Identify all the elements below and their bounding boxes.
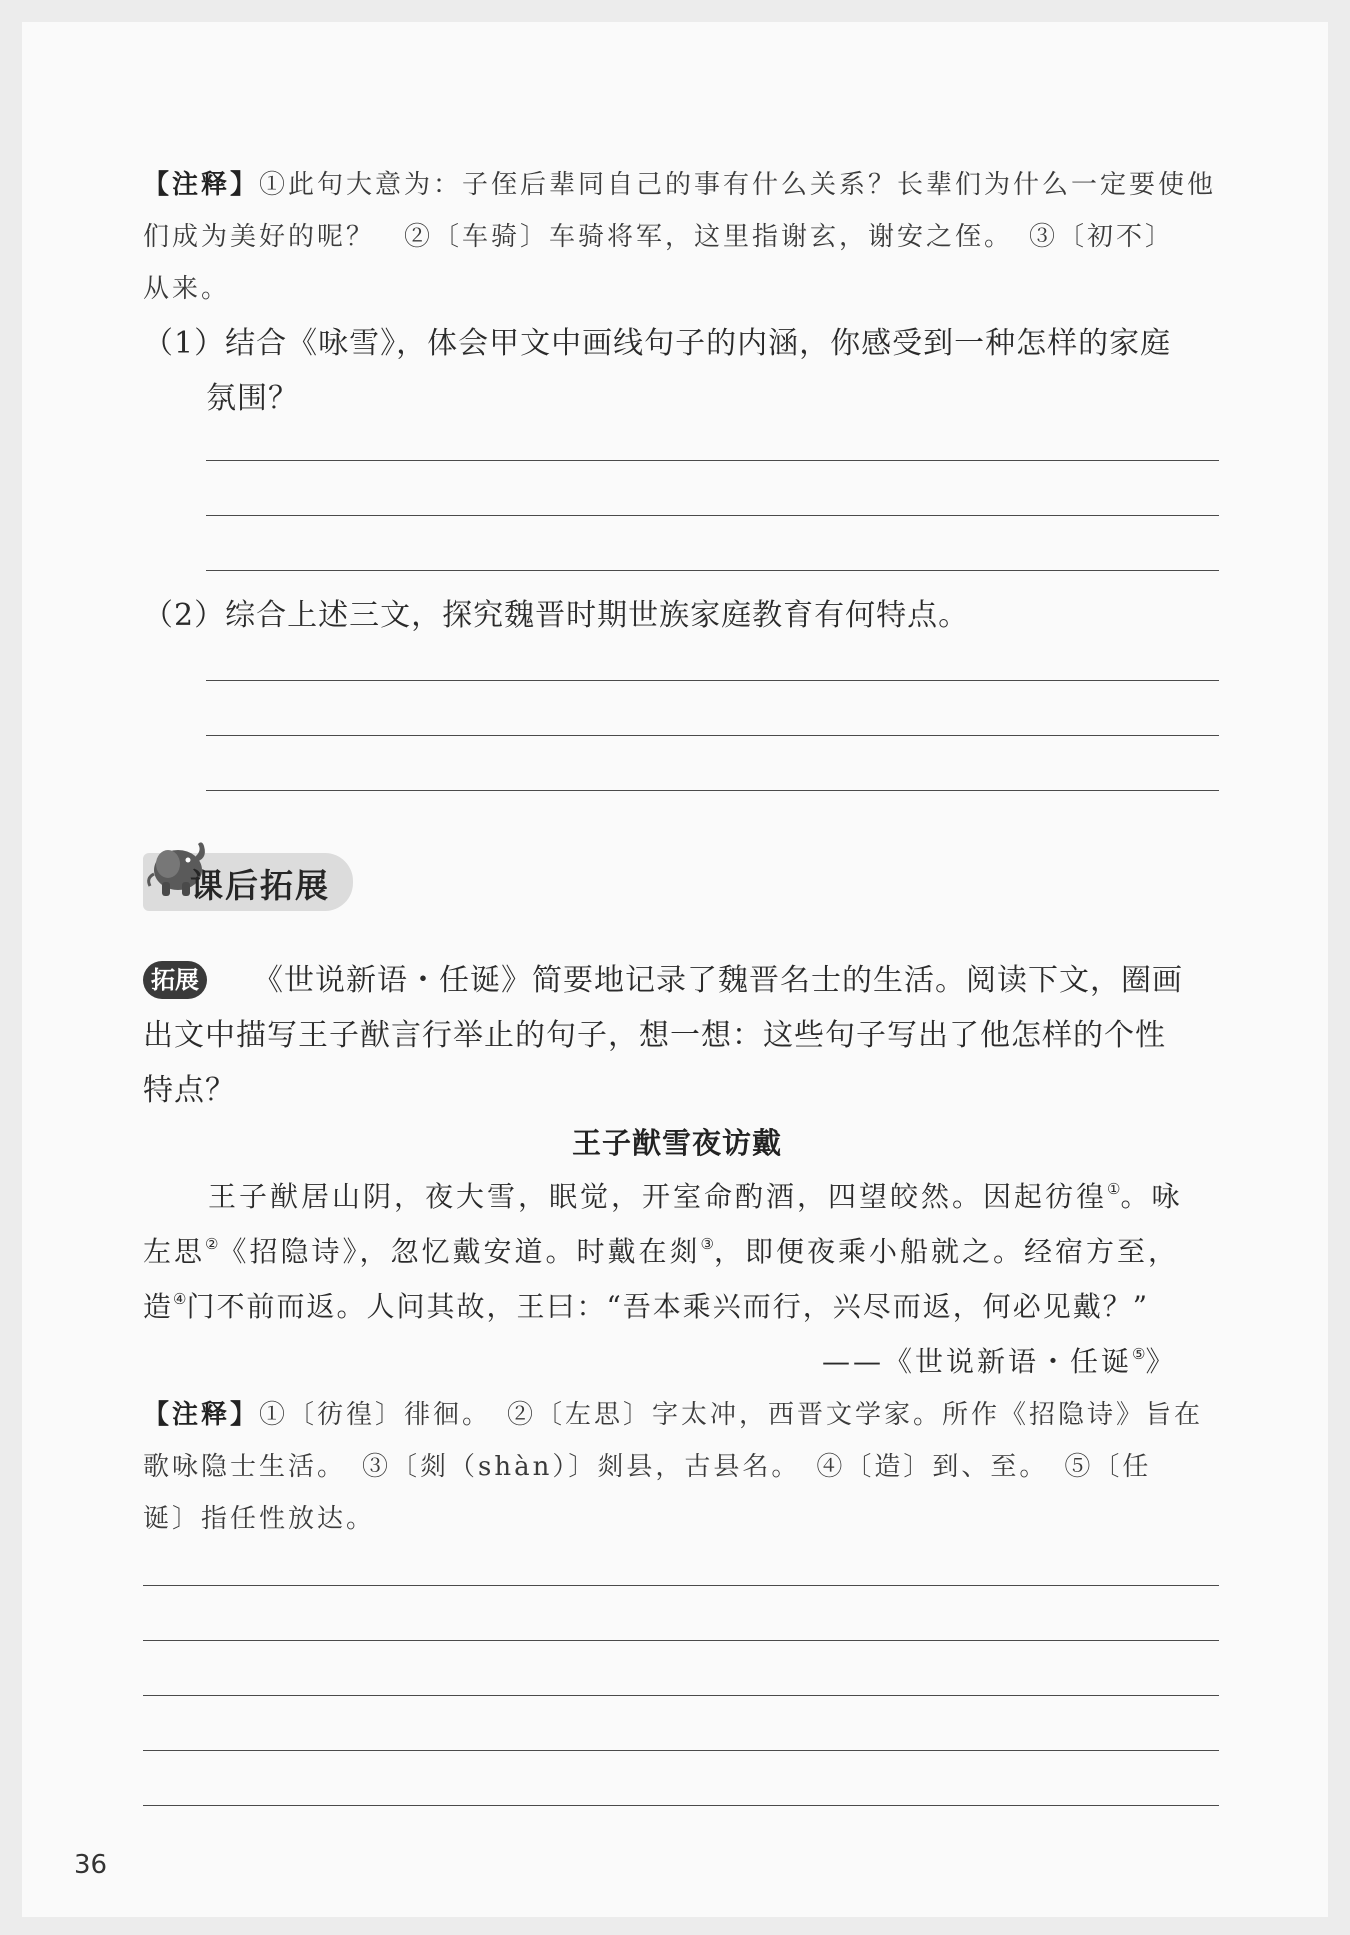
page-number: 36 — [74, 1850, 108, 1880]
extension-line3: 特点？ — [143, 1073, 236, 1108]
passage-line2-a: 左思 — [143, 1235, 206, 1268]
notes-top-label: 【注释】 — [143, 170, 260, 200]
question1-line1: （1）结合《咏雪》，体会甲文中画线句子的内涵，你感受到一种怎样的家庭 — [143, 326, 1172, 361]
passage-line1 — [208, 1175, 1182, 1215]
answer-line-ext-3[interactable] — [143, 1695, 1219, 1696]
answer-line-q1-1[interactable] — [206, 460, 1219, 461]
answer-line-ext-5[interactable] — [143, 1805, 1219, 1806]
passage-source-a: ——《世说新语・任诞 — [822, 1345, 1133, 1378]
notes-top-text1: ①此句大意为：子侄后辈同自己的事有什么关系？长辈们为什么一定要使他 — [259, 170, 1217, 200]
passage-line2-c: ，即便夜乘小船就之。经宿方至， — [713, 1235, 1179, 1268]
notes-top-line1 — [143, 164, 1216, 201]
footnote-ref-1: ① — [1107, 1180, 1121, 1198]
notes-top-line3: 从来。 — [143, 274, 231, 304]
answer-line-q1-2[interactable] — [206, 515, 1219, 516]
answer-line-ext-1[interactable] — [143, 1585, 1219, 1586]
passage-line3-b: 门不前而返。人问其故，王曰：“吾本乘兴而行，兴尽而返，何必见戴？” — [186, 1290, 1150, 1323]
passage-line1-b: 。咏 — [1120, 1180, 1183, 1213]
footnote-ref-3: ③ — [700, 1235, 714, 1253]
passage-source-b: 》 — [1145, 1345, 1177, 1378]
extension-line1 — [143, 955, 1183, 999]
passage-title: 王子猷雪夜访戴 — [572, 1126, 783, 1160]
passage-line3-a: 造 — [143, 1290, 174, 1323]
passage-line1-a: 王子猷居山阴，夜大雪，眠觉，开室命酌酒，四望皎然。因起彷徨 — [208, 1180, 1108, 1213]
passage-line2 — [143, 1230, 1179, 1270]
footnote-ref-5: ⑤ — [1132, 1345, 1146, 1363]
notes-bottom-label: 【注释】 — [143, 1400, 260, 1430]
extension-line2: 出文中描写王子猷言行举止的句子，想一想：这些句子写出了他怎样的个性 — [143, 1018, 1166, 1053]
answer-line-q2-2[interactable] — [206, 735, 1219, 736]
footnote-ref-2: ② — [205, 1235, 219, 1253]
question1-line2: 氛围？ — [206, 381, 299, 416]
passage-source — [822, 1340, 1176, 1380]
notes-bottom-line1 — [143, 1394, 1203, 1431]
passage-line2-b: 《招隐诗》，忽忆戴安道。时戴在剡 — [218, 1235, 701, 1268]
notes-top-line2: 们成为美好的呢？ ②〔车骑〕车骑将军，这里指谢玄，谢安之侄。 ③〔初不〕 — [143, 222, 1175, 252]
question2-line1: （2）综合上述三文，探究魏晋时期世族家庭教育有何特点。 — [143, 598, 970, 633]
answer-line-ext-2[interactable] — [143, 1640, 1219, 1641]
notes-bottom-text1: ①〔彷徨〕徘徊。 ②〔左思〕字太冲，西晋文学家。所作《招隐诗》旨在 — [259, 1400, 1204, 1430]
answer-line-q1-3[interactable] — [206, 570, 1219, 571]
notes-bottom-line3: 诞〕指任性放达。 — [143, 1504, 376, 1534]
extension-text1: 《世说新语・任诞》简要地记录了魏晋名士的生活。阅读下文，圈画 — [253, 963, 1183, 998]
answer-line-q2-1[interactable] — [206, 680, 1219, 681]
section-title: 课后拓展 — [190, 866, 330, 905]
notes-bottom-line2: 歌咏隐士生活。 ③〔剡（shàn）〕剡县，古县名。 ④〔造〕到、至。 ⑤〔任 — [143, 1452, 1152, 1482]
answer-line-ext-4[interactable] — [143, 1750, 1219, 1751]
passage-line3 — [143, 1285, 1149, 1325]
extension-badge: 拓展 — [143, 961, 207, 999]
answer-line-q2-3[interactable] — [206, 790, 1219, 791]
footnote-ref-4: ④ — [173, 1290, 187, 1308]
